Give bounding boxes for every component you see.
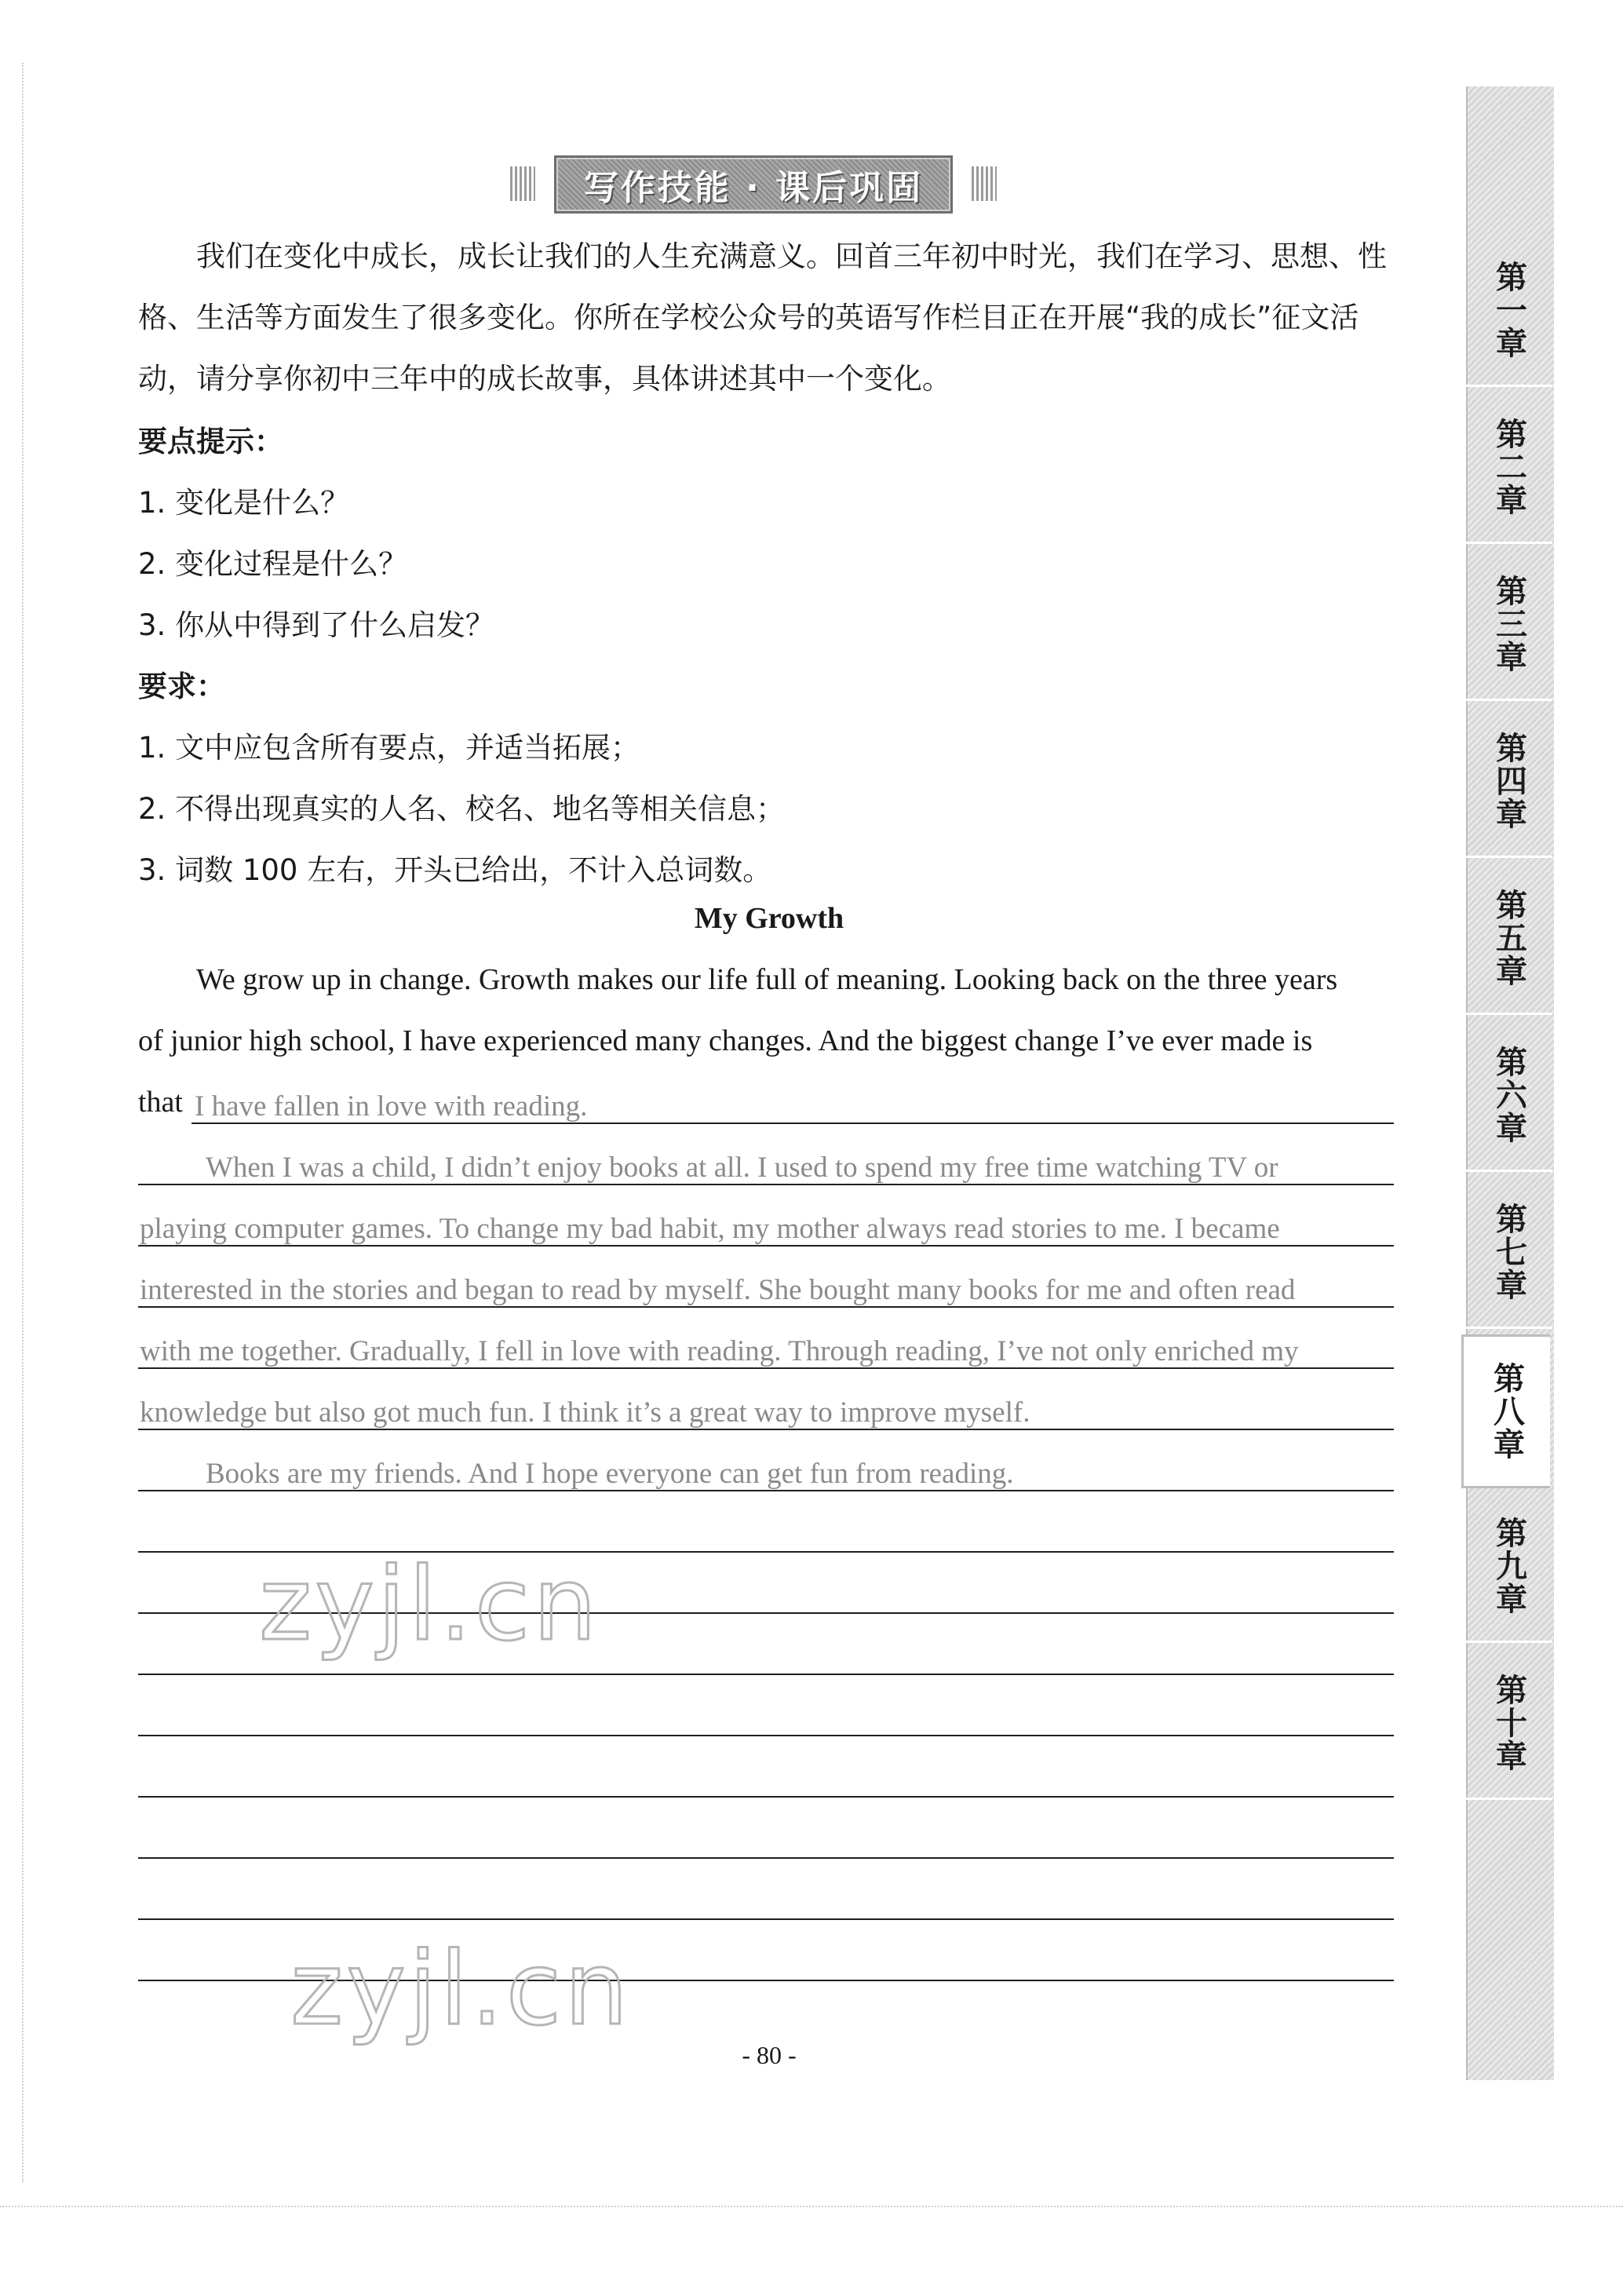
- chapter-tab-label: 第五章: [1490, 889, 1527, 987]
- chapter-tab-label: 第十章: [1490, 1674, 1527, 1772]
- chapter-tab-label: 第八章: [1488, 1362, 1525, 1461]
- answer-line: When I was a child, I didn’t enjoy books at all. I used to spend my free time watching TV or: [206, 1152, 1278, 1184]
- hint-item: 2. 变化过程是什么？: [138, 547, 408, 581]
- chapter-tab-label: 第七章: [1490, 1203, 1527, 1301]
- section-title: 写作技能 · 课后巩固: [583, 168, 924, 208]
- section-banner: [510, 149, 997, 212]
- essay-opening-last-word: that: [138, 1086, 183, 1119]
- essay-title: My Growth: [694, 902, 844, 935]
- chapter-tab[interactable]: [1466, 235, 1552, 387]
- bottom-edge: [0, 2206, 1623, 2207]
- answer-line: I have fallen in love with reading.: [195, 1090, 588, 1122]
- chapter-tab[interactable]: [1466, 1491, 1552, 1643]
- chapter-tab-label: 第三章: [1490, 575, 1527, 673]
- hints-heading: 要点提示：: [138, 425, 283, 458]
- writing-line: [138, 1674, 1394, 1675]
- writing-line: [138, 1857, 1394, 1859]
- writing-line: [138, 1735, 1394, 1736]
- watermark: zyjl.cn: [290, 1931, 632, 2048]
- page-number: - 80 -: [742, 2041, 797, 2069]
- binding-edge: [22, 63, 24, 2182]
- requirement-item: 3. 词数 100 左右，开头已给出，不计入总词数。: [138, 853, 772, 887]
- answer-line: with me together. Gradually, I fell in love with reading. Through reading, I’ve not only enriched my: [140, 1335, 1299, 1367]
- answer-line: playing computer games. To change my bad habit, my mother always read stories to me. I became: [140, 1213, 1280, 1245]
- banner-box: [554, 155, 953, 214]
- writing-line: [138, 1918, 1394, 1920]
- task-intro: 我们在变化中成长，成长让我们的人生充满意义。回首三年初中时光，我们在学习、思想、性格、生活等方面发生了很多变化。你所在学校公众号的英语写作栏目正在开展“我的成长”征文活动，请分享你初中三年中的成长故事，具体讲述其中一个变化。: [138, 239, 1387, 396]
- chapter-tab-label: 第二章: [1490, 418, 1527, 517]
- requirement-item: 2. 不得出现真实的人名、校名、地名等相关信息；: [138, 792, 786, 826]
- requirements-heading: 要求：: [138, 670, 225, 703]
- banner-stripes-left: [510, 166, 535, 201]
- chapter-tab[interactable]: [1466, 392, 1552, 544]
- chapter-tab[interactable]: [1466, 706, 1552, 858]
- answer-line: knowledge but also got much fun. I think it’s a great way to improve myself.: [140, 1396, 1030, 1429]
- answer-line: Books are my friends. And I hope everyone can get fun from reading.: [206, 1458, 1014, 1490]
- essay-opening-line: We grow up in change. Growth makes our life full of meaning. Looking back on the three years: [196, 963, 1338, 996]
- chapter-tab-label: 第一章: [1490, 261, 1527, 360]
- chapter-tab-label: 第六章: [1490, 1046, 1527, 1144]
- chapter-tab[interactable]: [1466, 1177, 1552, 1329]
- chapter-tab-active[interactable]: [1461, 1334, 1550, 1488]
- chapter-tab[interactable]: [1466, 863, 1552, 1015]
- essay-opening-line: of junior high school, I have experienced many changes. And the biggest change I’ve ever made is: [138, 1024, 1313, 1057]
- hint-item: 1. 变化是什么？: [138, 486, 350, 520]
- answer-line: interested in the stories and began to read by myself. She bought many books for me and often read: [140, 1274, 1296, 1306]
- chapter-tab[interactable]: [1466, 1648, 1552, 1800]
- hint-item: 3. 你从中得到了什么启发？: [138, 608, 495, 642]
- requirement-item: 1. 文中应包含所有要点，并适当拓展；: [138, 731, 640, 765]
- chapter-tab-label: 第九章: [1490, 1517, 1527, 1615]
- chapter-tab-label: 第四章: [1490, 732, 1527, 830]
- writing-line: [138, 1796, 1394, 1798]
- banner-stripes-right: [972, 166, 997, 201]
- chapter-tab[interactable]: [1466, 549, 1552, 701]
- watermark: zyjl.cn: [259, 1546, 600, 1663]
- chapter-tab[interactable]: [1466, 1020, 1552, 1172]
